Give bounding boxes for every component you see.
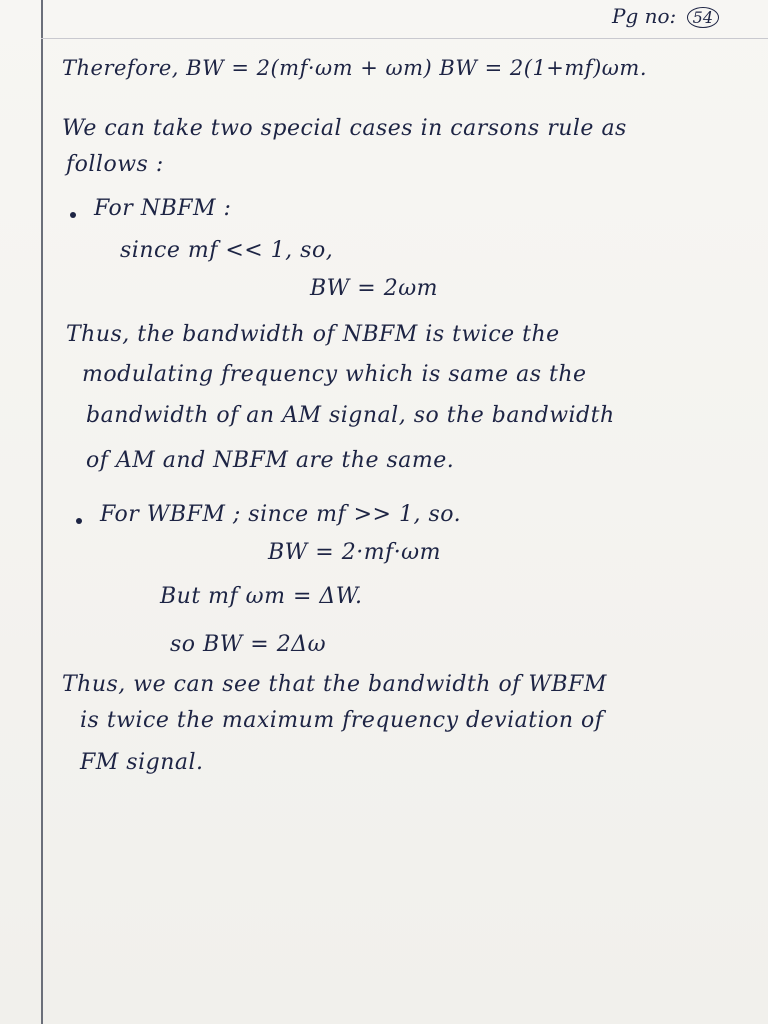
page-number-prefix: Pg no: xyxy=(612,4,677,28)
text-line-14: so BW = 2Δω xyxy=(170,632,327,657)
page-number-value: 54 xyxy=(687,7,719,28)
bullet-nbfm xyxy=(70,212,76,218)
text-line-15: Thus, we can see that the bandwidth of WBFM xyxy=(62,672,607,697)
text-line-13: But mf ωm = ΔW. xyxy=(160,584,363,609)
text-line-5: since mf << 1, so, xyxy=(120,238,334,263)
text-line-2: We can take two special cases in carsons rule as xyxy=(62,116,627,141)
header-rule xyxy=(41,38,768,39)
text-line-4: For NBFM : xyxy=(94,196,232,221)
text-line-16: is twice the maximum frequency deviation of xyxy=(80,708,604,733)
text-line-7: Thus, the bandwidth of NBFM is twice the xyxy=(66,322,560,347)
bullet-wbfm xyxy=(76,518,82,524)
text-line-12: BW = 2·mf·ωm xyxy=(268,540,441,565)
text-line-10: of AM and NBFM are the same. xyxy=(86,448,455,473)
text-line-6: BW = 2ωm xyxy=(310,276,438,301)
text-line-8: modulating frequency which is same as the xyxy=(82,362,587,387)
text-line-9: bandwidth of an AM signal, so the bandwidth xyxy=(86,403,615,428)
margin-rule xyxy=(41,0,43,1024)
text-line-17: FM signal. xyxy=(80,750,204,775)
text-line-1: Therefore, BW = 2(mf·ωm + ωm) BW = 2(1+mf)ωm. xyxy=(62,56,647,80)
page-number xyxy=(612,4,719,28)
text-line-11: For WBFM ; since mf >> 1, so. xyxy=(100,502,462,527)
text-line-3: follows : xyxy=(66,152,164,177)
